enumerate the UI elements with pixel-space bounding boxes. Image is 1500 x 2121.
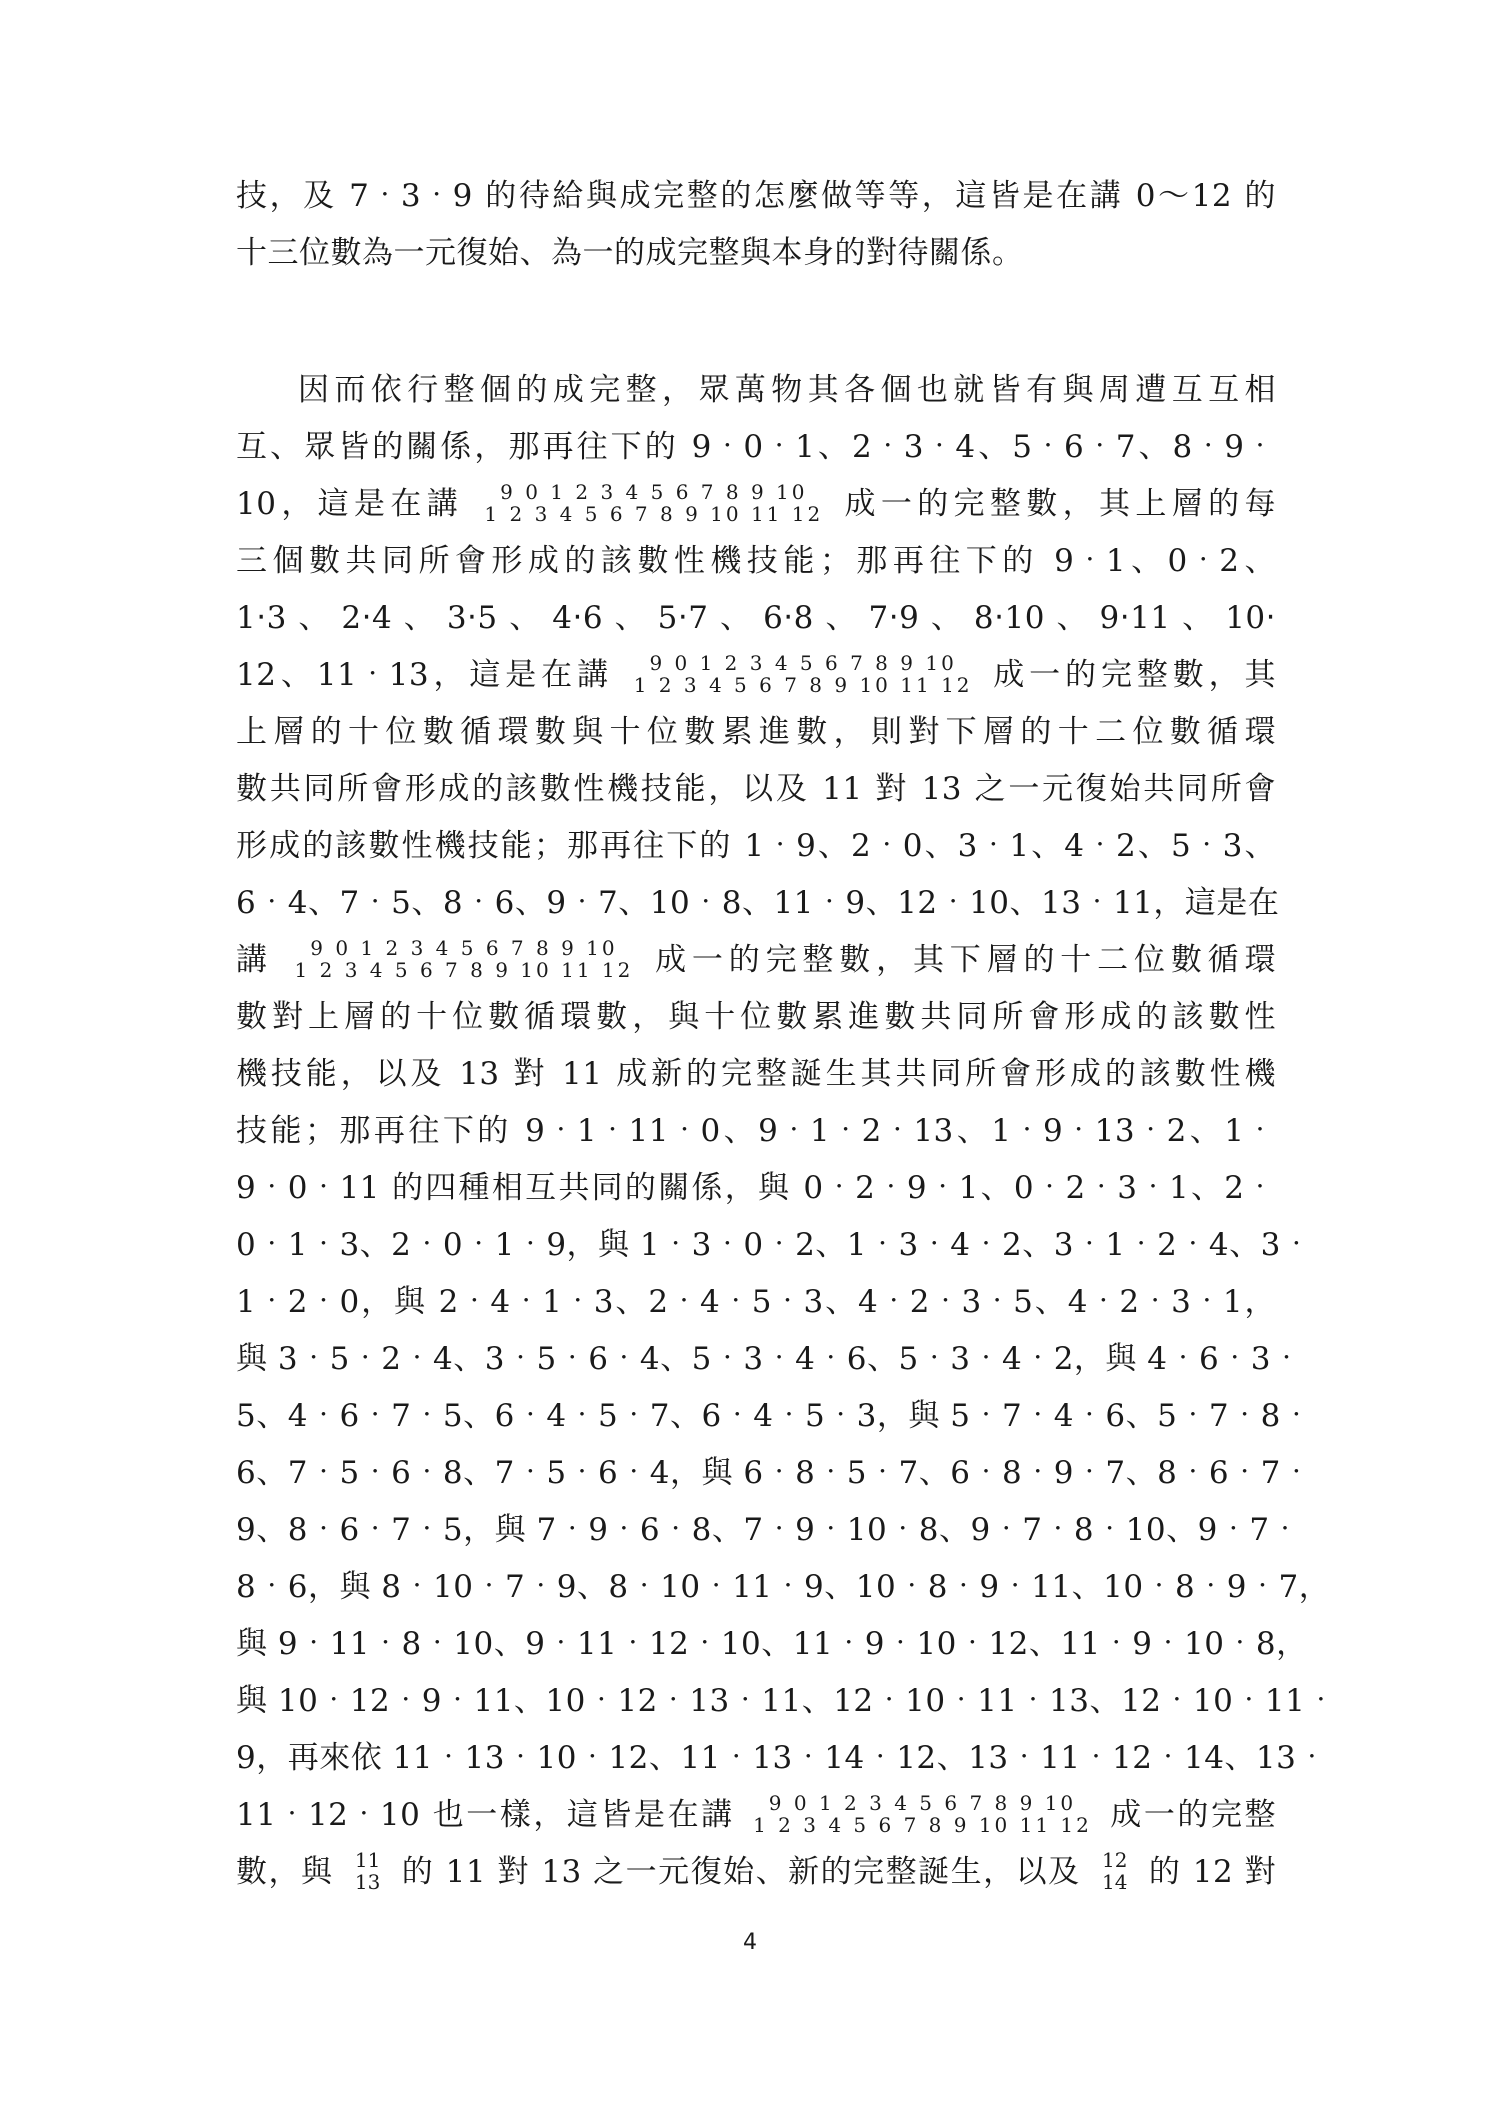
stack-bottom-row: 1 2 3 4 5 6 7 8 9 10 11 12 [484, 501, 824, 526]
number-stack [753, 1792, 1092, 1836]
text-line: 9、8‧6‧7‧5，與 7‧9‧6‧8、7‧9‧10‧8、9‧7‧8‧10、9‧7‧ [236, 1512, 1302, 1548]
stack-bottom-row: 1 2 3 4 5 6 7 8 9 10 11 12 [294, 957, 634, 982]
paragraph-gap [236, 282, 1276, 362]
text-run: 講 [236, 942, 273, 978]
text-line: 5、4‧6‧7‧5、6‧4‧5‧7、6‧4‧5‧3，與 5‧7‧4‧6、5‧7‧8‧ [236, 1398, 1313, 1434]
stack-top-row: 9 0 1 2 3 4 5 6 7 8 9 10 [768, 1790, 1077, 1815]
text-run: 11‧12‧10 也一樣，這皆是在講 [236, 1797, 735, 1833]
text-run: 成一的完整數，其 [993, 657, 1277, 693]
text-line: 因而依行整個的成完整，眾萬物其各個也就皆有與周遭互互相 [298, 372, 1276, 408]
text-line: 與 3‧5‧2‧4、3‧5‧6‧4、5‧3‧4‧6、5‧3‧4‧2，與 4‧6‧3‧ [236, 1341, 1303, 1377]
text-line: 三個數共同所會形成的該數性機技能；那再往下的 9‧1、0‧2、 [236, 543, 1276, 579]
page-number: 4 [743, 1930, 757, 1955]
fraction-numerator: 11 [354, 1847, 381, 1872]
text-line: 數共同所會形成的該數性機技能，以及 11 對 13 之一元復始共同所會 [236, 771, 1276, 807]
fraction-denominator: 13 [354, 1869, 381, 1894]
text-line [236, 647, 1276, 704]
number-stack [634, 652, 973, 696]
stack-top-row: 9 0 1 2 3 4 5 6 7 8 9 10 [500, 479, 808, 504]
text-line: 0‧1‧3、2‧0‧1‧9，與 1‧3‧0‧2、1‧3‧4‧2、3‧1‧2‧4、3‧ [236, 1227, 1313, 1263]
text-run: 數，與 [236, 1854, 334, 1890]
stack-top-row: 9 0 1 2 3 4 5 6 7 8 9 10 [649, 650, 957, 675]
fraction-numerator: 12 [1102, 1847, 1128, 1872]
text-line: 數對上層的十位數循環數，與十位數累進數共同所會形成的該數性 [236, 999, 1276, 1035]
text-line [236, 932, 1276, 989]
text-line: 8‧6，與 8‧10‧7‧9、8‧10‧11‧9、10‧8‧9‧11、10‧8‧9‧7， [236, 1569, 1331, 1605]
fraction [355, 1849, 380, 1893]
text-run: 的 12 對 [1148, 1854, 1277, 1890]
text-line: 形成的該數性機技能；那再往下的 1‧9、2‧0、3‧1、4‧2、5‧3、 [236, 828, 1276, 864]
text-line: 互、眾皆的關係，那再往下的 9‧0‧1、2‧3‧4、5‧6‧7、8‧9‧ [236, 429, 1276, 465]
stack-top-row: 9 0 1 2 3 4 5 6 7 8 9 10 [310, 935, 618, 960]
text-line: 6‧4、7‧5、8‧6、9‧7、10‧8、11‧9、12‧10、13‧11，這是在 [236, 885, 1280, 921]
text-run: 10，這是在講 [236, 486, 464, 522]
text-line: 1‧2‧0，與 2‧4‧1‧3、2‧4‧5‧3、4‧2‧3‧5、4‧2‧3‧1， [236, 1284, 1276, 1320]
text-line: 技，及 7‧3‧9 的待給與成完整的怎麼做等等，這皆是在講 0～12 的 [236, 178, 1276, 214]
text-line: 與 10‧12‧9‧11、10‧12‧13‧11、12‧10‧11‧13、12‧10‧11‧ [236, 1683, 1337, 1719]
stack-bottom-row: 1 2 3 4 5 6 7 8 9 10 11 12 [753, 1812, 1092, 1837]
fraction-denominator: 14 [1102, 1869, 1128, 1894]
text-line: 9‧0‧11 的四種相互共同的關係，與 0‧2‧9‧1、0‧2‧3‧1、2‧ [236, 1170, 1276, 1206]
text-line: 上層的十位數循環數與十位數累進數，則對下層的十二位數循環 [236, 714, 1276, 750]
text-line: 9，再來依 11‧13‧10‧12、11‧13‧14‧12、13‧11‧12‧14、13‧ [236, 1740, 1328, 1776]
fraction [1102, 1849, 1127, 1893]
document-body [236, 168, 1337, 1901]
number-stack [484, 481, 823, 525]
text-run: 的 11 對 13 之一元復始、新的完整誕生，以及 [401, 1854, 1081, 1890]
text-line: 機技能，以及 13 對 11 成新的完整誕生其共同所會形成的該數性機 [236, 1056, 1276, 1092]
text-line: 十三位數為一元復始、為一的成完整與本身的對待關係。 [236, 235, 1024, 271]
text-line: 1‧3、2‧4、3‧5、4‧6、5‧7、6‧8、7‧9、8‧10、9‧11、10‧ [236, 600, 1276, 636]
number-stack [295, 937, 634, 981]
stack-bottom-row: 1 2 3 4 5 6 7 8 9 10 11 12 [633, 672, 973, 697]
text-run: 成一的完整數，其下層的十二位數循環 [655, 942, 1277, 978]
text-line: 技能；那再往下的 9‧1‧11‧0、9‧1‧2‧13、1‧9‧13‧2、1‧ [236, 1113, 1276, 1149]
text-run: 12、11‧13，這是在講 [236, 657, 613, 693]
text-run: 成一的完整數，其上層的每 [844, 486, 1277, 522]
text-run: 成一的完整 [1110, 1797, 1276, 1833]
text-line [236, 476, 1276, 533]
text-line: 與 9‧11‧8‧10、9‧11‧12‧10、11‧9‧10‧12、11‧9‧10‧8， [236, 1626, 1308, 1662]
text-line: 6、7‧5‧6‧8、7‧5‧6‧4，與 6‧8‧5‧7、6‧8‧9‧7、8‧6‧7‧ [236, 1455, 1313, 1491]
text-line [236, 1844, 1276, 1901]
text-line [236, 1787, 1276, 1844]
